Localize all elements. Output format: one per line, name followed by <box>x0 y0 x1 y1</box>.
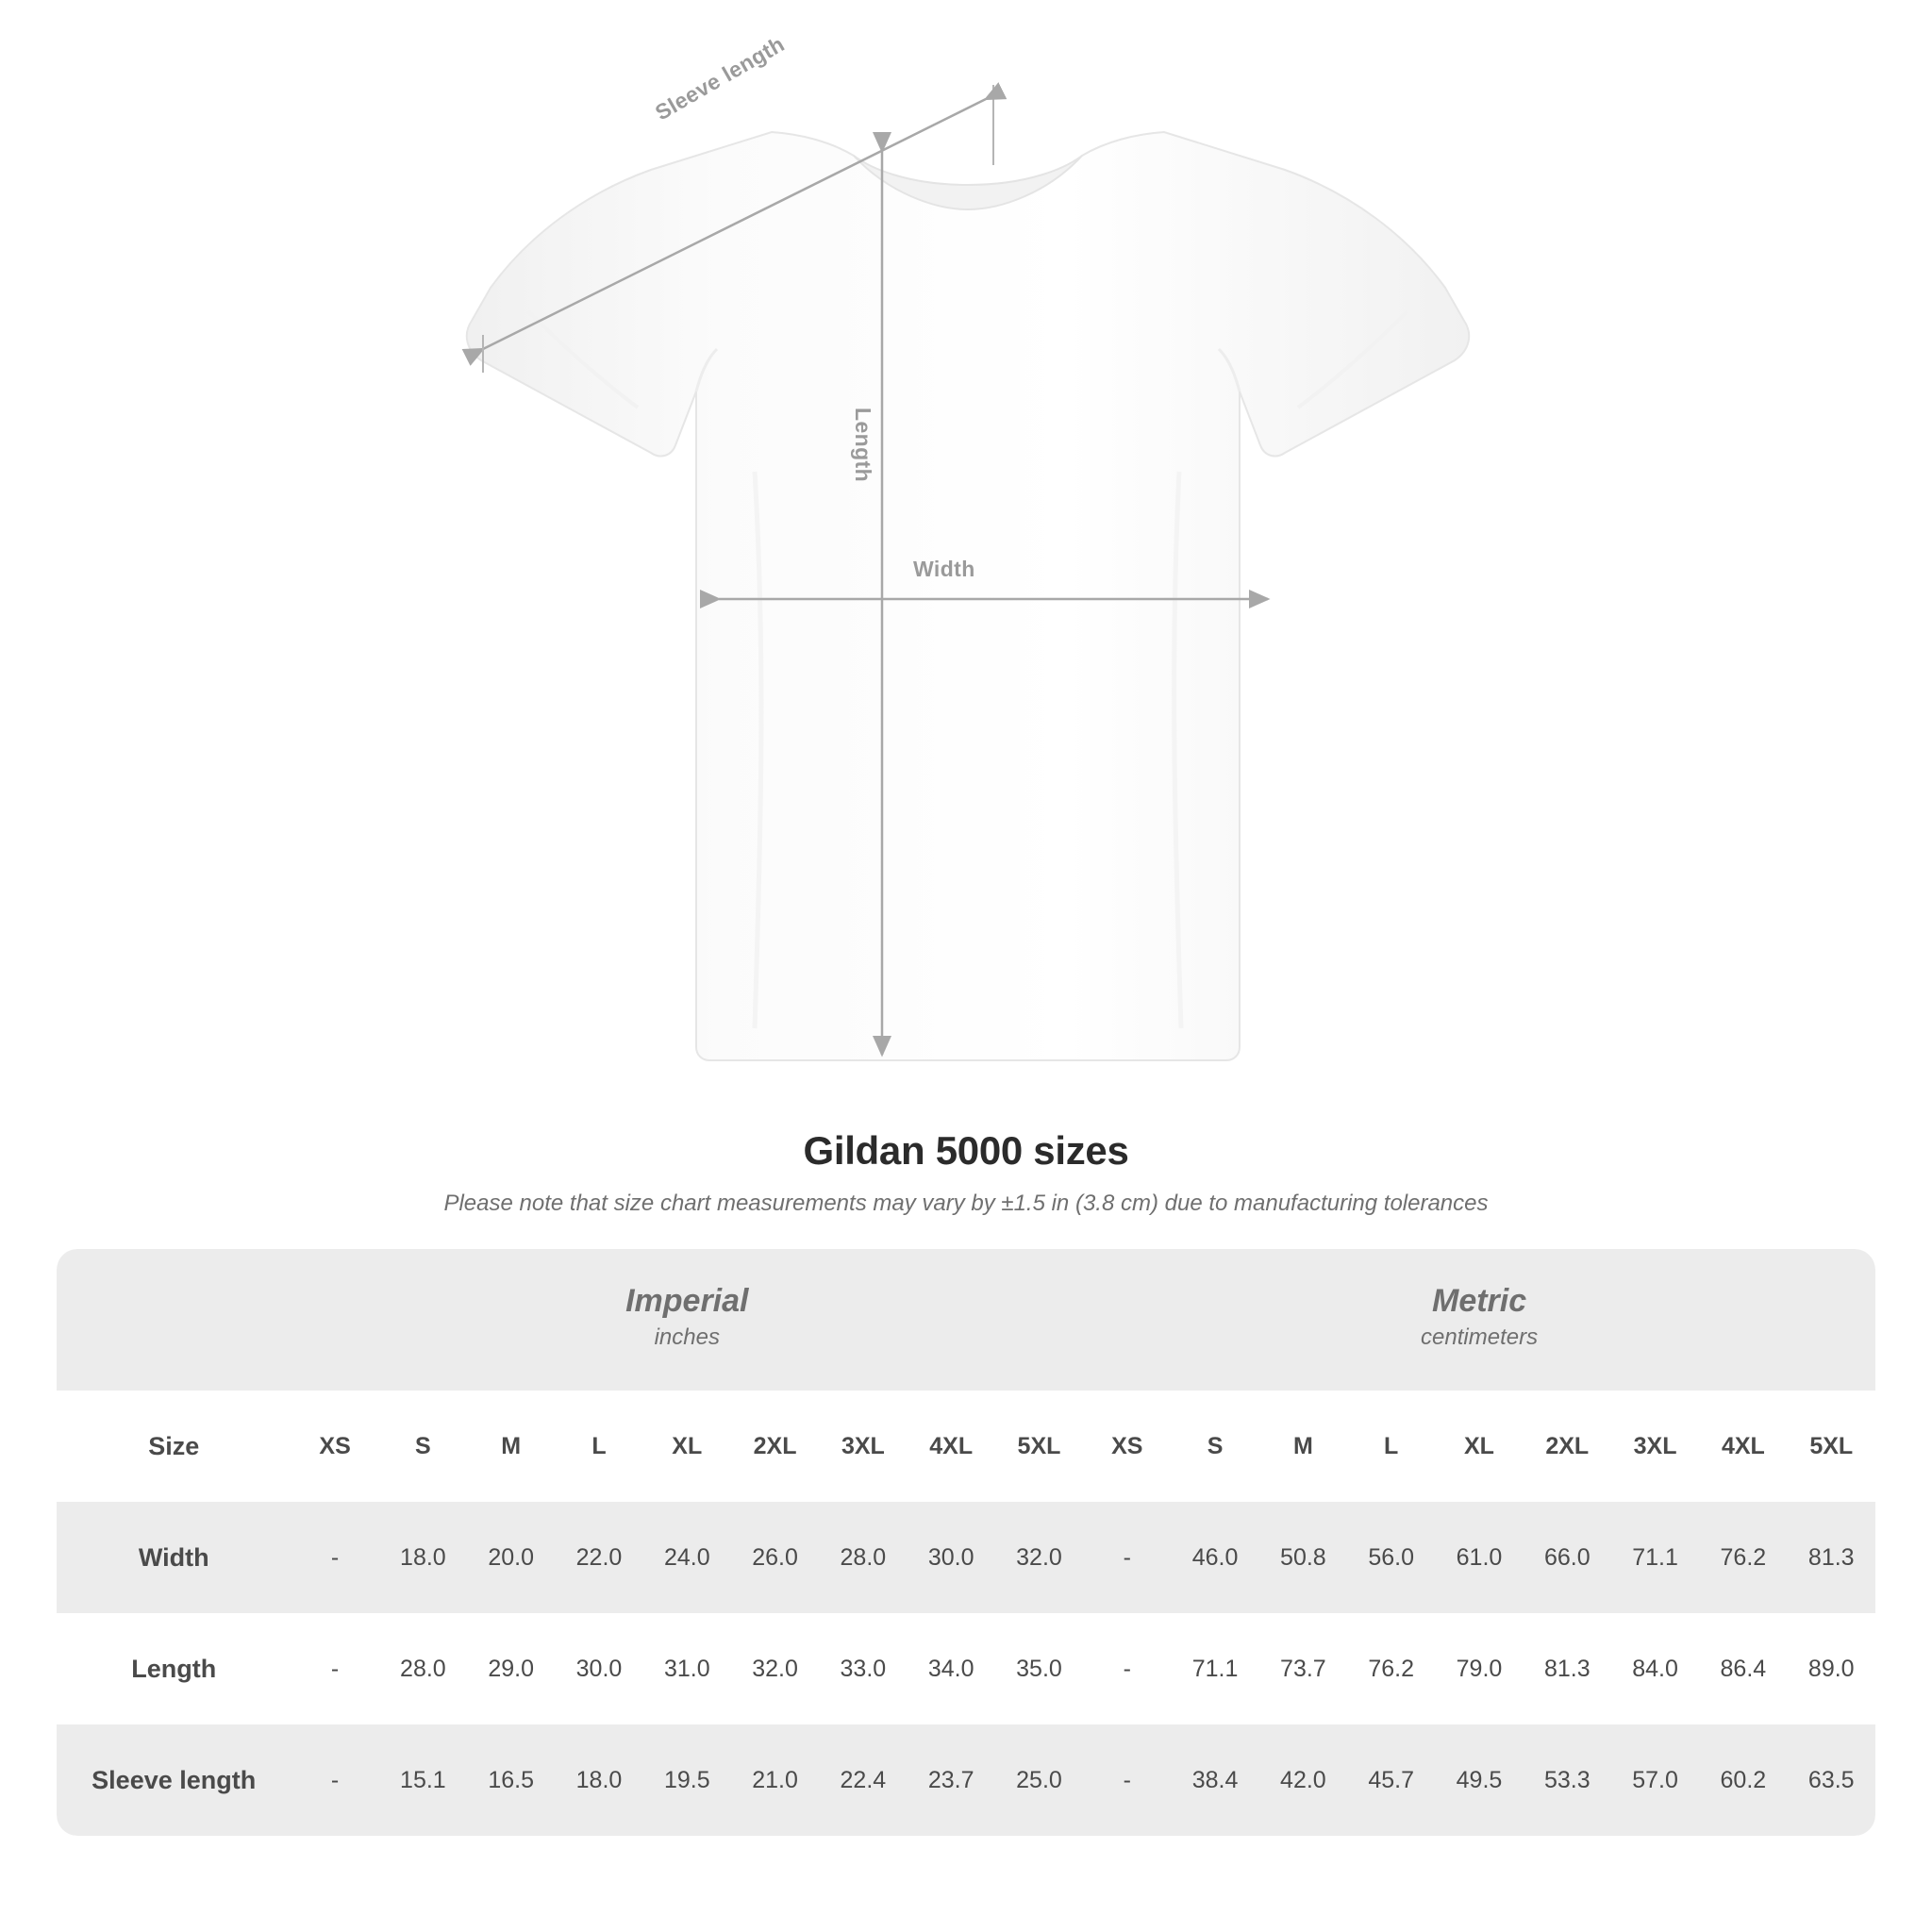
unit-header-row <box>57 1249 1875 1391</box>
size-table-wrapper <box>57 1249 1875 1836</box>
width-metric-m: 50.8 <box>1259 1502 1347 1613</box>
length-imperial-xs: - <box>291 1613 378 1724</box>
metric-subtitle: centimeters <box>1421 1324 1539 1351</box>
size-header-row <box>57 1391 1875 1502</box>
length-metric-3xl: 84.0 <box>1611 1613 1699 1724</box>
sleeve-imperial-l: 18.0 <box>555 1724 642 1836</box>
width-imperial-xs: - <box>291 1502 378 1613</box>
sleeve-imperial-5xl: 25.0 <box>995 1724 1083 1836</box>
size-metric-m: M <box>1259 1391 1347 1502</box>
page-title: Gildan 5000 sizes <box>803 1128 1129 1173</box>
width-metric-3xl: 71.1 <box>1611 1502 1699 1613</box>
imperial-title: Imperial <box>625 1283 749 1320</box>
size-imperial-5xl: 5XL <box>995 1391 1083 1502</box>
length-metric-xs: - <box>1083 1613 1171 1724</box>
sleeve-imperial-m: 16.5 <box>467 1724 555 1836</box>
unit-header-imperial <box>291 1249 1083 1391</box>
width-imperial-5xl: 32.0 <box>995 1502 1083 1613</box>
sleeve-metric-5xl: 63.5 <box>1788 1724 1875 1836</box>
sleeve-metric-s: 38.4 <box>1171 1724 1258 1836</box>
length-metric-5xl: 89.0 <box>1788 1613 1875 1724</box>
tshirt-shape <box>467 132 1469 1060</box>
row-label-width: Width <box>57 1502 291 1613</box>
size-imperial-3xl: 3XL <box>819 1391 907 1502</box>
size-imperial-xs: XS <box>291 1391 378 1502</box>
width-metric-2xl: 66.0 <box>1524 1502 1611 1613</box>
width-metric-xs: - <box>1083 1502 1171 1613</box>
length-imperial-2xl: 32.0 <box>731 1613 819 1724</box>
length-label: Length <box>851 408 875 483</box>
width-imperial-xl: 24.0 <box>643 1502 731 1613</box>
table-row <box>57 1502 1875 1613</box>
title-block <box>0 1128 1932 1217</box>
width-metric-5xl: 81.3 <box>1788 1502 1875 1613</box>
size-metric-s: S <box>1171 1391 1258 1502</box>
length-metric-s: 71.1 <box>1171 1613 1258 1724</box>
width-metric-4xl: 76.2 <box>1699 1502 1787 1613</box>
length-metric-l: 76.2 <box>1347 1613 1435 1724</box>
size-imperial-2xl: 2XL <box>731 1391 819 1502</box>
width-label: Width <box>913 557 975 581</box>
size-imperial-m: M <box>467 1391 555 1502</box>
width-imperial-m: 20.0 <box>467 1502 555 1613</box>
row-label-length: Length <box>57 1613 291 1724</box>
length-imperial-xl: 31.0 <box>643 1613 731 1724</box>
length-metric-2xl: 81.3 <box>1524 1613 1611 1724</box>
size-metric-3xl: 3XL <box>1611 1391 1699 1502</box>
size-imperial-l: L <box>555 1391 642 1502</box>
length-imperial-4xl: 34.0 <box>908 1613 995 1724</box>
size-metric-xs: XS <box>1083 1391 1171 1502</box>
length-metric-m: 73.7 <box>1259 1613 1347 1724</box>
imperial-subtitle: inches <box>654 1324 720 1351</box>
unit-header-metric <box>1083 1249 1875 1391</box>
size-metric-5xl: 5XL <box>1788 1391 1875 1502</box>
sleeve-imperial-4xl: 23.7 <box>908 1724 995 1836</box>
sleeve-imperial-xs: - <box>291 1724 378 1836</box>
size-metric-xl: XL <box>1435 1391 1523 1502</box>
length-imperial-m: 29.0 <box>467 1613 555 1724</box>
size-table <box>57 1249 1875 1836</box>
sleeve-metric-2xl: 53.3 <box>1524 1724 1611 1836</box>
length-imperial-s: 28.0 <box>379 1613 467 1724</box>
unit-header-spacer <box>57 1249 291 1391</box>
size-imperial-xl: XL <box>643 1391 731 1502</box>
table-row <box>57 1613 1875 1724</box>
size-metric-l: L <box>1347 1391 1435 1502</box>
size-header-label: Size <box>57 1391 291 1502</box>
sleeve-metric-m: 42.0 <box>1259 1724 1347 1836</box>
size-metric-4xl: 4XL <box>1699 1391 1787 1502</box>
sleeve-length-label: Sleeve length <box>651 31 789 125</box>
sleeve-metric-xs: - <box>1083 1724 1171 1836</box>
width-metric-xl: 61.0 <box>1435 1502 1523 1613</box>
width-metric-s: 46.0 <box>1171 1502 1258 1613</box>
metric-title: Metric <box>1432 1283 1527 1320</box>
width-imperial-s: 18.0 <box>379 1502 467 1613</box>
sleeve-metric-xl: 49.5 <box>1435 1724 1523 1836</box>
length-imperial-5xl: 35.0 <box>995 1613 1083 1724</box>
sleeve-imperial-xl: 19.5 <box>643 1724 731 1836</box>
width-metric-l: 56.0 <box>1347 1502 1435 1613</box>
sleeve-imperial-3xl: 22.4 <box>819 1724 907 1836</box>
tolerance-note: Please note that size chart measurements may vary by ±1.5 in (3.8 cm) due to manufacturing tolerances <box>443 1191 1489 1216</box>
sleeve-imperial-2xl: 21.0 <box>731 1724 819 1836</box>
sleeve-imperial-s: 15.1 <box>379 1724 467 1836</box>
size-metric-2xl: 2XL <box>1524 1391 1611 1502</box>
sleeve-metric-4xl: 60.2 <box>1699 1724 1787 1836</box>
length-imperial-3xl: 33.0 <box>819 1613 907 1724</box>
width-imperial-3xl: 28.0 <box>819 1502 907 1613</box>
row-label-sleeve-length: Sleeve length <box>57 1724 291 1836</box>
size-imperial-4xl: 4XL <box>908 1391 995 1502</box>
width-imperial-2xl: 26.0 <box>731 1502 819 1613</box>
length-imperial-l: 30.0 <box>555 1613 642 1724</box>
table-row <box>57 1724 1875 1836</box>
length-metric-xl: 79.0 <box>1435 1613 1523 1724</box>
length-metric-4xl: 86.4 <box>1699 1613 1787 1724</box>
width-imperial-4xl: 30.0 <box>908 1502 995 1613</box>
sleeve-metric-3xl: 57.0 <box>1611 1724 1699 1836</box>
size-imperial-s: S <box>379 1391 467 1502</box>
width-imperial-l: 22.0 <box>555 1502 642 1613</box>
sleeve-metric-l: 45.7 <box>1347 1724 1435 1836</box>
